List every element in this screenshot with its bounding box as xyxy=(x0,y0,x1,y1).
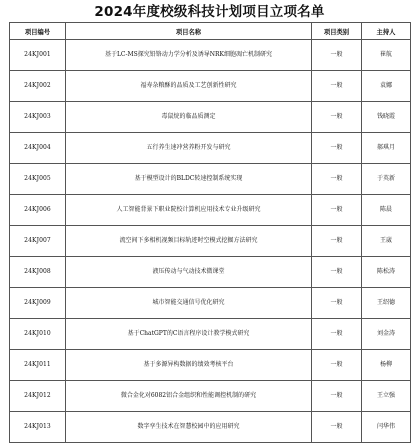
project-category-cell: 一般 xyxy=(312,164,362,195)
project-category-cell: 一般 xyxy=(312,102,362,133)
header-project-leader: 主持人 xyxy=(362,23,411,40)
table-body xyxy=(10,40,411,443)
project-name-cell: 微合金化对6082铝合金组织和性能调控机制的研究 xyxy=(66,381,312,412)
project-code-cell: 24KJ012 xyxy=(10,381,66,412)
project-category-cell: 一般 xyxy=(312,412,362,443)
table-row xyxy=(10,71,411,102)
table-row xyxy=(10,40,411,71)
project-code-cell: 24KJ003 xyxy=(10,102,66,133)
project-leader-cell: 郝琪月 xyxy=(362,133,411,164)
table-row xyxy=(10,133,411,164)
project-code-cell: 24KJ004 xyxy=(10,133,66,164)
project-category-cell: 一般 xyxy=(312,257,362,288)
project-name-cell: 福寿杂粮酥的品质及工艺创新性研究 xyxy=(66,71,312,102)
project-category-cell: 一般 xyxy=(312,71,362,102)
project-name-cell: 液压传动与气动技术微课堂 xyxy=(66,257,312,288)
project-name-cell: 基于ChatGPT的C语言程序设计教学模式研究 xyxy=(66,319,312,350)
project-leader-cell: 闫华伟 xyxy=(362,412,411,443)
project-category-cell: 一般 xyxy=(312,195,362,226)
table-row xyxy=(10,350,411,381)
project-category-cell: 一般 xyxy=(312,319,362,350)
project-leader-cell: 王崴 xyxy=(362,226,411,257)
project-table xyxy=(9,22,411,443)
table-row xyxy=(10,381,411,412)
table-row xyxy=(10,257,411,288)
table-row xyxy=(10,226,411,257)
project-name-cell: 五行养生速冲营养粉开发与研究 xyxy=(66,133,312,164)
table-row xyxy=(10,195,411,226)
table-row xyxy=(10,164,411,195)
project-leader-cell: 于英新 xyxy=(362,164,411,195)
project-leader-cell: 王绍德 xyxy=(362,288,411,319)
project-name-cell: 流空间下多相机视频目标轨迹时空模式挖掘方法研究 xyxy=(66,226,312,257)
project-code-cell: 24KJ007 xyxy=(10,226,66,257)
project-code-cell: 24KJ001 xyxy=(10,40,66,71)
table-row xyxy=(10,319,411,350)
project-leader-cell: 陈松涛 xyxy=(362,257,411,288)
project-category-cell: 一般 xyxy=(312,381,362,412)
header-project-category: 项目类别 xyxy=(312,23,362,40)
header-project-code: 项目编号 xyxy=(10,23,66,40)
project-leader-cell: 钱晓霞 xyxy=(362,102,411,133)
project-name-cell: 基于模型设计的BLDC转速控制系统实现 xyxy=(66,164,312,195)
project-leader-cell: 刘金涛 xyxy=(362,319,411,350)
project-category-cell: 一般 xyxy=(312,288,362,319)
project-code-cell: 24KJ002 xyxy=(10,71,66,102)
project-code-cell: 24KJ013 xyxy=(10,412,66,443)
table-row xyxy=(10,412,411,443)
project-leader-cell: 陈晨 xyxy=(362,195,411,226)
project-code-cell: 24KJ008 xyxy=(10,257,66,288)
project-leader-cell: 王立强 xyxy=(362,381,411,412)
table-header xyxy=(10,23,411,40)
project-name-cell: 基于LC-MS探究铅铬动力学分析及诱导NRK细胞凋亡机制研究 xyxy=(66,40,312,71)
project-code-cell: 24KJ010 xyxy=(10,319,66,350)
page-title: 2024年度校级科技计划项目立项名单 xyxy=(94,4,325,20)
project-category-cell: 一般 xyxy=(312,226,362,257)
project-category-cell: 一般 xyxy=(312,40,362,71)
project-name-cell: 数字孪生技术在智慧校园中的应用研究 xyxy=(66,412,312,443)
project-code-cell: 24KJ005 xyxy=(10,164,66,195)
project-name-cell: 基于多源异构数据的绩效考核平台 xyxy=(66,350,312,381)
header-project-name: 项目名称 xyxy=(66,23,312,40)
table-row xyxy=(10,102,411,133)
project-category-cell: 一般 xyxy=(312,133,362,164)
project-leader-cell: 杨柳 xyxy=(362,350,411,381)
project-name-cell: 毒鼠烷的临品质测定 xyxy=(66,102,312,133)
project-code-cell: 24KJ011 xyxy=(10,350,66,381)
project-category-cell: 一般 xyxy=(312,350,362,381)
project-leader-cell: 崔航 xyxy=(362,40,411,71)
table-row xyxy=(10,288,411,319)
project-name-cell: 人工智能背景下职业院校计算机应用技术专业升级研究 xyxy=(66,195,312,226)
project-leader-cell: 袁娜 xyxy=(362,71,411,102)
project-code-cell: 24KJ009 xyxy=(10,288,66,319)
project-name-cell: 城市智能交通信号优化研究 xyxy=(66,288,312,319)
header-row xyxy=(10,23,411,40)
project-code-cell: 24KJ006 xyxy=(10,195,66,226)
